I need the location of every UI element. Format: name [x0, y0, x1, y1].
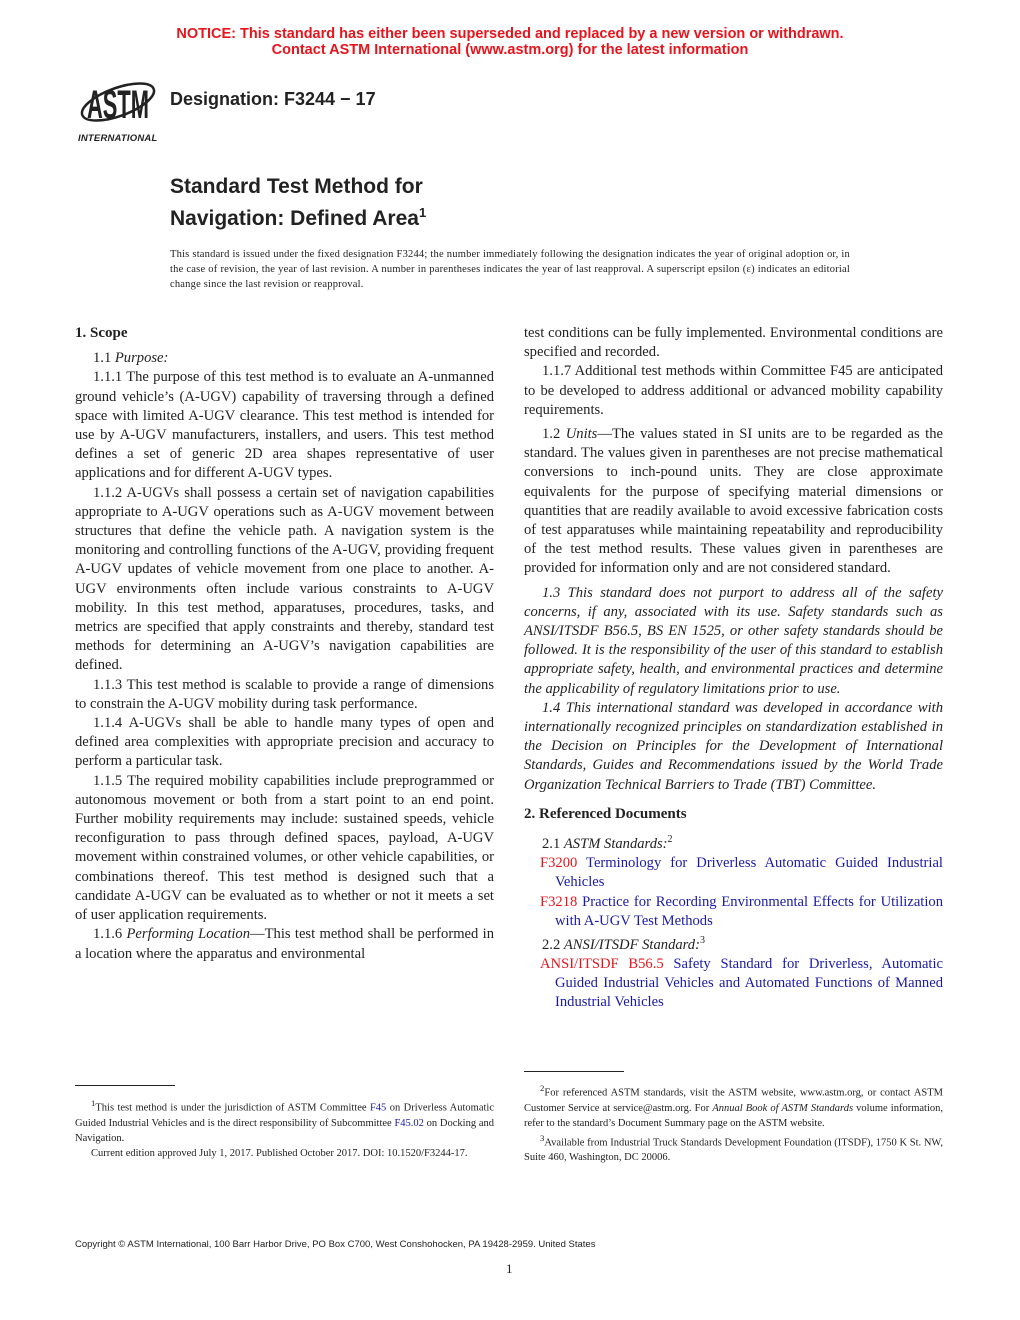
footnote-divider-left	[75, 1085, 175, 1086]
para-1-1-4: 1.1.4 A-UGVs shall be able to handle many types of open and defined area complexities with appropriate precision and accuracy to perform a particular task.	[75, 715, 494, 770]
link-f45-02[interactable]: F45.02	[394, 1117, 424, 1129]
para-1-1-6: 1.1.6 Performing Location—This test method shall be performed in a location where the apparatus and environmental	[75, 926, 494, 962]
title-line-1: Standard Test Method for	[170, 175, 423, 198]
designation: Designation: F3244 − 17	[170, 89, 376, 109]
title-line-2: Navigation: Defined Area	[170, 207, 419, 230]
notice-line-1: NOTICE: This standard has either been superseded and replaced by a new version or withdrawn.	[176, 26, 844, 42]
footnote-divider-right	[524, 1071, 624, 1072]
page-number: 1	[506, 1261, 513, 1276]
para-1-1-6-cont: test conditions can be fully implemented. Environmental conditions are specified and recorded.	[524, 325, 943, 361]
astm-logo-icon	[76, 68, 160, 132]
para-1-1-1: 1.1.1 The purpose of this test method is to evaluate an A-unmanned ground vehicle’s (A-UGV) capability of traversing through a defined space with limited A-UGV clearance. This test method is intended for use by A-UGV manufacturers, installers, and users. This test method defines a set of generic 2D area shapes representative of user applications and for different A-UGV types.	[75, 369, 494, 482]
footnote-edition: Current edition approved July 1, 2017. Published October 2017. DOI: 10.1520/F3244-17.	[91, 1147, 468, 1159]
withdrawal-notice	[0, 26, 1020, 58]
section-heading-referenced-documents: 2. Referenced Documents	[524, 805, 687, 822]
right-column	[524, 324, 943, 1013]
para-1-1-5: 1.1.5 The required mobility capabilities include preprogrammed or autonomous movement or both from a start point to an end point. Further mobility requirements may include: sustained speeds, vehicle reconfiguration to pass through defined spaces, payload, A-UGV movement within constrained volumes, or other vehicle capabilities, or combinations thereof. This test method is designed such that a candidate A-UGV can be evaluated as to whether or not it meets a set of user application requirements.	[75, 772, 494, 924]
notice-line-2: Contact ASTM International (www.astm.org) for the latest information	[271, 42, 749, 58]
para-1-1: 1.1 Purpose:	[93, 350, 169, 367]
copyright: Copyright © ASTM International, 100 Barr Harbor Drive, PO Box C700, West Conshohocken, PA 19428-2959. United States	[75, 1239, 596, 1250]
para-1-1-7: 1.1.7 Additional test methods within Committee F45 are anticipated to be developed to address additional or advanced mobility capability requirements.	[524, 363, 943, 418]
document-title	[170, 174, 426, 232]
issuance-note: This standard is issued under the fixed designation F3244; the number immediately following the designation indicates the year of original adoption or, in the case of revision, the year of last revision. A number in parentheses indicates the year of last reapproval. A superscript epsilon (ε) indicates an editorial change since the last revision or reapproval.	[170, 249, 850, 290]
title-footnote-ref[interactable]: 1	[418, 205, 427, 220]
ref-ansi-b56-5[interactable]: ANSI/ITSDF B56.5 Safety Standard for Driverless, Automatic Guided Industrial Vehicles and Automated Functions of Manned Industrial Vehicles	[540, 956, 944, 1011]
logo-subtitle: INTERNATIONAL	[78, 133, 158, 144]
ref-f3218[interactable]: F3218 Practice for Recording Environmental Effects for Utilization with A-UGV Test Methods	[540, 893, 943, 929]
footnotes-left: $^1$This test method is under the jurisdiction of ASTM Committee F45 on Driverless Automatic Guided Industrial Vehicles and is the direct responsibility of Subcommittee F45.02 on Docking and Navigation. Current edition approved July 1, 2017. Published October 2017. DOI: 10.1520/F3244-17.	[75, 1098, 494, 1159]
para-2-2: 2.2 ANSI/ITSDF Standard:$^3$	[542, 934, 705, 953]
footnotes-right: $^2$For referenced ASTM standards, visit the ASTM website, www.astm.org, or contact ASTM Customer Service at service@astm.org. For Annual Book of ASTM Standards volume information, refer to the standard’s Document Summary page on the ASTM website. $^3$Available from Industrial Truck Standards Development Foundation (ITSDF), 1750 K St. NW, Suite 460, Washington, DC 20006.	[524, 1083, 943, 1163]
para-1-3: 1.3 This standard does not purport to address all of the safety concerns, if any, associated with its use. Safety standards such as ANSI/ITSDF B56.5, BS EN 1525, or other safety standards should be followed. It is the responsibility of the user of this standard to establish appropriate safety, health, and environmental practices and determine the applicability of regulatory limitations prior to use.	[524, 584, 943, 697]
svg-text:ASTM: ASTM	[87, 83, 149, 127]
para-1-2: 1.2 Units—The values stated in SI units are to be regarded as the standard. The values given in parentheses are not precise mathematical conversions to inch-pound units. They are close approximate equivalents for the purpose of specifying material dimensions or quantities that are readily available to avoid excessive fabrication costs of test apparatuses while maintaining repeatability and reproducibility of the test method results. These values given in parentheses are provided for information only and are not considered standard.	[524, 426, 943, 577]
para-2-1: 2.1 ASTM Standards:$^2$	[542, 834, 673, 852]
astm-logo	[76, 68, 160, 144]
para-1-4: 1.4 This international standard was developed in accordance with internationally recognized principles on standardization established in the Decision on Principles for the Development of International Standards, Guides and Recommendations issued by the World Trade Organization Technical Barriers to Trade (TBT) Committee.	[524, 699, 943, 793]
ref-f3200[interactable]: F3200 Terminology for Driverless Automatic Guided Industrial Vehicles	[540, 855, 943, 891]
left-column	[75, 324, 494, 964]
para-1-1-3: 1.1.3 This test method is scalable to provide a range of dimensions to constrain the A-UGV mobility during task performance.	[75, 676, 494, 712]
para-1-1-2: 1.1.2 A-UGVs shall possess a certain set of navigation capabilities appropriate to A-UGV operations such as A-UGV movement between structures that define the vehicle path. A navigation system is the monitoring and controlling functions of the A-UGV, providing frequent A-UGV updates of vehicle movement from one place to another. A-UGV environments often include various constraints to A-UGV mobility. In this test method, apparatuses, procedures, tasks, and metrics are specified that apply constraints and thereby, standard test methods for determining an A-UGV’s navigation capabilities are defined.	[75, 484, 494, 674]
link-f45[interactable]: F45	[369, 1102, 387, 1114]
section-heading-scope: 1. Scope	[75, 325, 128, 341]
